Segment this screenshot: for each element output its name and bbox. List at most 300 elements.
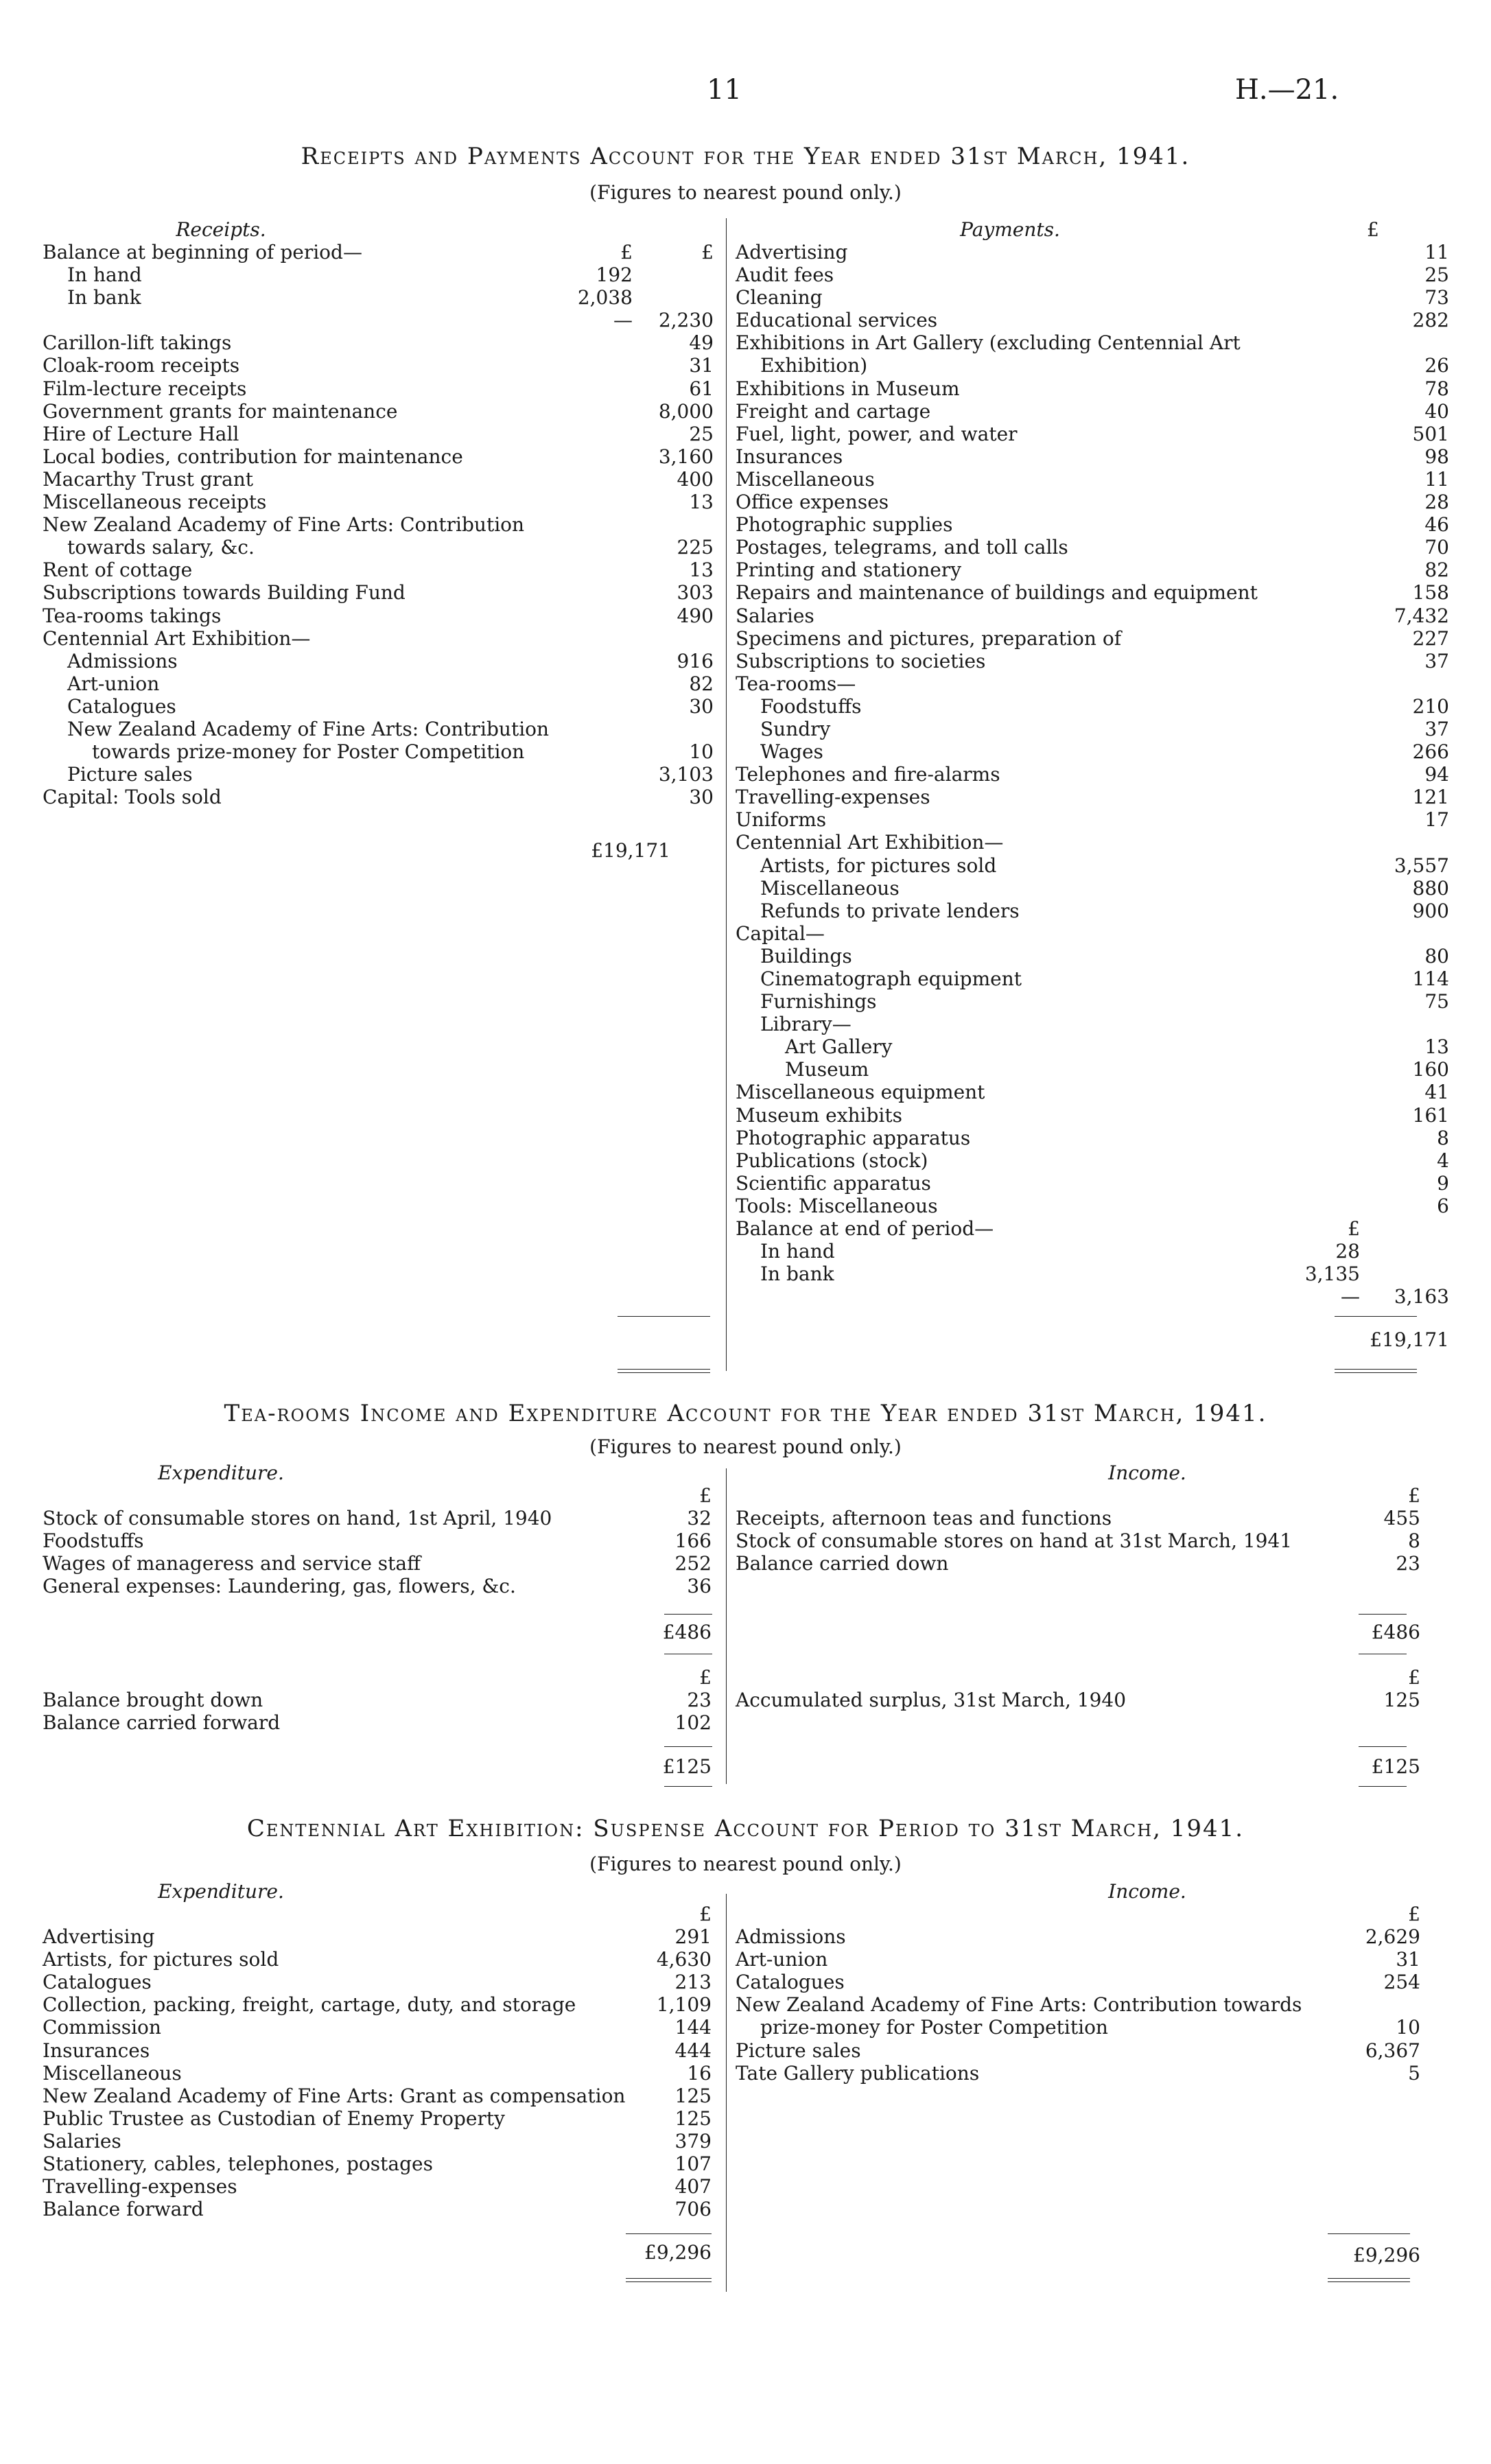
teashop-expenditure-row-amount: 23 xyxy=(687,1689,712,1711)
payment-row xyxy=(736,491,1456,513)
tea-exp-rule4 xyxy=(664,1786,712,1787)
payment-row-amount: 161 xyxy=(1412,1103,1449,1127)
payment-row-amount: 13 xyxy=(1424,1035,1449,1059)
payment-row-label: Uniforms xyxy=(736,808,827,832)
exhibition-expenditure-row xyxy=(43,1948,715,1971)
receipt-row-label: Capital: Tools sold xyxy=(43,786,222,809)
payment-row xyxy=(736,1195,1456,1217)
receipt-row-amount: 225 xyxy=(677,536,714,559)
section3-subtitle: (Figures to nearest pound only.) xyxy=(589,1853,902,1875)
payments-total-rule xyxy=(1335,1316,1417,1317)
receipt-row xyxy=(43,649,714,672)
exhibition-expenditure-row-label: Balance forward xyxy=(43,2198,204,2221)
payment-row-amount: 266 xyxy=(1412,740,1449,764)
payment-row-label: Office expenses xyxy=(736,491,889,514)
exhibition-expenditure-row-amount: 16 xyxy=(687,2061,712,2085)
payment-row xyxy=(736,423,1456,445)
payment-row xyxy=(736,1081,1456,1103)
receipt-row xyxy=(43,581,714,605)
exhibition-income-column xyxy=(736,1880,1422,2085)
exhibition-expenditure-row xyxy=(43,2152,715,2175)
teashop-exp2-currency: £ xyxy=(699,1666,712,1689)
receipt-row xyxy=(43,536,714,559)
teashop-expenditure2-total: £125 xyxy=(662,1755,712,1778)
exhibition-income-row xyxy=(736,1971,1422,1993)
receipt-row-label: In hand xyxy=(67,263,142,287)
payment-row xyxy=(736,581,1456,604)
teashop-expenditure-row xyxy=(43,1575,715,1597)
payment-row xyxy=(736,445,1456,468)
payments-total-double-rule xyxy=(1335,1369,1417,1373)
ex-exp-rule xyxy=(626,2233,712,2234)
exhibition-income-row-amount: 31 xyxy=(1396,1948,1420,1971)
teashop-exp-currency: £ xyxy=(699,1484,712,1507)
exhibition-income-row-label: New Zealand Academy of Fine Arts: Contribution towards xyxy=(736,1993,1302,2017)
teashop-income-row-amount: 455 xyxy=(1383,1507,1420,1530)
receipt-row xyxy=(43,559,714,582)
teashop-income-row-label: Stock of consumable stores on hand at 31st March, 1941 xyxy=(736,1529,1293,1553)
exhibition-expenditure-row-label: Stationery, cables, telephones, postages xyxy=(43,2152,433,2176)
receipt-row xyxy=(43,763,714,786)
payment-row xyxy=(736,1058,1456,1081)
payment-row-label: Postages, telegrams, and toll calls xyxy=(736,536,1068,559)
payment-row-amount: 82 xyxy=(1424,559,1449,582)
section2-title: Tea-rooms Income and Expenditure Account for the Year ended 31st March, 1941. xyxy=(224,1400,1267,1427)
payment-row-amount: 3,163 xyxy=(1394,1285,1449,1309)
teashop-expenditure-row-label: Balance brought down xyxy=(43,1689,263,1711)
teashop-expenditure-row-amount: 252 xyxy=(674,1552,712,1575)
exhibition-income-row xyxy=(736,1948,1422,1971)
receipt-row-label: Hire of Lecture Hall xyxy=(43,422,239,445)
payment-row xyxy=(736,740,1456,763)
teashop-expenditure-column xyxy=(43,1462,715,1778)
exhibition-expenditure-heading: Expenditure. xyxy=(158,1880,284,1903)
receipt-row xyxy=(43,422,714,445)
receipt-row-amount: 13 xyxy=(689,491,714,514)
payment-row xyxy=(736,945,1456,967)
payment-row-amount: 4 xyxy=(1437,1149,1449,1172)
exhibition-expenditure-row-amount: 407 xyxy=(674,2175,712,2198)
exhibition-income-row xyxy=(736,2062,1422,2085)
ex-inc-double-rule xyxy=(1328,2278,1410,2282)
payment-row-amount: 75 xyxy=(1424,990,1449,1013)
payment-row-label: Tea-rooms— xyxy=(736,672,856,695)
payment-row-label: Centennial Art Exhibition— xyxy=(736,831,1004,854)
receipt-row-amount: 490 xyxy=(677,604,714,627)
teashop-expenditure-row xyxy=(43,1711,715,1734)
section3-divider xyxy=(726,1894,727,2292)
exhibition-expenditure-row-amount: 1,109 xyxy=(656,1993,712,2017)
payment-row-amount: 210 xyxy=(1412,694,1449,718)
payment-row-label: Insurances xyxy=(736,445,843,468)
receipt-row-label: Art-union xyxy=(67,672,160,695)
teashop-expenditure-row-amount: 166 xyxy=(674,1529,712,1553)
payments-total: £19,171 xyxy=(1370,1328,1449,1352)
teashop-income-row-label: Accumulated surplus, 31st March, 1940 xyxy=(736,1689,1127,1711)
teashop-expenditure-row xyxy=(43,1689,715,1711)
payment-row-subamount: 3,135 xyxy=(1304,1263,1360,1286)
ex-inc-rule xyxy=(1328,2233,1410,2234)
payment-row-amount: 227 xyxy=(1412,626,1449,650)
receipt-row-label: Subscriptions towards Building Fund xyxy=(43,581,406,605)
payment-row xyxy=(736,808,1456,831)
teashop-expenditure-row-label: Stock of consumable stores on hand, 1st April, 1940 xyxy=(43,1507,552,1530)
teashop-expenditure-row-label: Foodstuffs xyxy=(43,1529,144,1553)
payment-row-amount: 80 xyxy=(1424,944,1449,967)
receipt-row-label: towards prize-money for Poster Competition xyxy=(92,740,525,764)
payment-row-amount: 501 xyxy=(1412,422,1449,445)
payment-row xyxy=(736,1127,1456,1149)
teashop-expenditure-total: £486 xyxy=(662,1621,712,1643)
payment-row-amount: 37 xyxy=(1424,717,1449,740)
receipts-total-double-rule xyxy=(618,1369,710,1373)
exhibition-income-row-label: Tate Gallery publications xyxy=(736,2061,980,2085)
receipt-row xyxy=(43,786,714,809)
page-number: 11 xyxy=(707,74,742,106)
payment-row-subamount: — xyxy=(1341,1285,1360,1309)
receipt-row xyxy=(43,286,701,309)
exhibition-expenditure-column xyxy=(43,1880,715,2264)
section2-divider xyxy=(726,1468,727,1784)
payment-row-label: Buildings xyxy=(760,944,852,967)
receipt-row-amount: 82 xyxy=(689,672,714,695)
teashop-income2-total: £125 xyxy=(1371,1755,1420,1778)
exhibition-expenditure-row xyxy=(43,2198,715,2220)
exhibition-income-row-amount: 10 xyxy=(1396,2016,1420,2039)
payment-row-label: Miscellaneous xyxy=(760,876,900,900)
payment-row-label: Freight and cartage xyxy=(736,399,931,423)
payment-row xyxy=(736,831,1456,854)
payment-row xyxy=(736,1217,1456,1240)
payment-row-label: Balance at end of period— xyxy=(736,1217,994,1241)
payment-row-amount: 11 xyxy=(1424,467,1449,491)
tea-exp-rule3 xyxy=(664,1746,712,1747)
payment-row xyxy=(736,331,1456,354)
payment-row-amount: 73 xyxy=(1424,286,1449,309)
exhibition-income-row xyxy=(736,2016,1422,2039)
teashop-inc-currency: £ xyxy=(1408,1484,1420,1507)
exhibition-income-row xyxy=(736,1993,1422,2016)
teashop-expenditure-row-label: Balance carried forward xyxy=(43,1711,281,1735)
payment-row xyxy=(736,400,1456,423)
payment-row-amount: 9 xyxy=(1437,1171,1449,1195)
receipt-row-subamount: 2,038 xyxy=(577,286,633,309)
exhibition-income-row-amount: 5 xyxy=(1408,2061,1420,2085)
exhibition-expenditure-row xyxy=(43,1925,715,1948)
payment-row-amount: 94 xyxy=(1424,763,1449,786)
receipt-row-label: New Zealand Academy of Fine Arts: Contribution xyxy=(67,717,550,740)
receipts-total: £19,171 xyxy=(591,839,670,863)
exhibition-expenditure-row xyxy=(43,2107,715,2130)
section1-divider xyxy=(726,218,727,1371)
payment-row-label: Subscriptions to societies xyxy=(736,649,986,672)
page-reference: H.—21. xyxy=(1235,74,1339,106)
receipt-row-label: Film-lecture receipts xyxy=(43,377,247,400)
exhibition-expenditure-row xyxy=(43,1993,715,2016)
receipt-row xyxy=(43,718,701,740)
payment-row-label: Educational services xyxy=(736,309,938,332)
payment-row xyxy=(736,718,1456,740)
receipt-row-amount: 400 xyxy=(677,467,714,491)
payment-row xyxy=(736,468,1456,491)
teashop-expenditure-row-amount: 32 xyxy=(687,1507,712,1530)
payment-row-label: Wages xyxy=(760,740,823,764)
receipt-row xyxy=(43,354,714,377)
receipt-row xyxy=(43,377,714,400)
teashop-income-row-label: Receipts, afternoon teas and functions xyxy=(736,1507,1112,1530)
exhibition-income-row-label: Admissions xyxy=(736,1925,846,1949)
receipt-row xyxy=(43,467,714,491)
exhibition-expenditure-row-amount: 125 xyxy=(674,2107,712,2130)
receipt-row-label: Centennial Art Exhibition— xyxy=(43,626,311,650)
teashop-income-row-amount: 125 xyxy=(1383,1689,1420,1711)
receipt-row-amount: 13 xyxy=(689,559,714,582)
payment-row xyxy=(736,559,1456,581)
payment-row-label: Repairs and maintenance of buildings and equipment xyxy=(736,581,1258,605)
receipt-row xyxy=(43,627,701,650)
exhibition-income-row-label: Catalogues xyxy=(736,1971,845,1994)
payment-row-label: Photographic apparatus xyxy=(736,1126,971,1149)
receipt-row-amount: 3,103 xyxy=(658,763,714,786)
payment-row-amount: 17 xyxy=(1424,808,1449,832)
payment-row xyxy=(736,286,1456,309)
payment-row-label: In bank xyxy=(760,1263,834,1286)
exhibition-expenditure-row-label: Artists, for pictures sold xyxy=(43,1948,279,1971)
payment-row xyxy=(736,1104,1456,1127)
receipt-row-label: Tea-rooms takings xyxy=(43,604,222,627)
payment-row-amount: 160 xyxy=(1412,1058,1449,1081)
payment-row-label: Museum xyxy=(785,1058,869,1081)
receipt-row-label: Macarthy Trust grant xyxy=(43,467,254,491)
receipt-row-label: Rent of cottage xyxy=(43,559,193,582)
payment-row-amount: 25 xyxy=(1424,263,1449,287)
payment-row xyxy=(736,1013,1456,1035)
teashop-income-row xyxy=(736,1689,1422,1711)
payment-row-label: Publications (stock) xyxy=(736,1149,928,1172)
receipt-row xyxy=(43,491,714,514)
exhibition-expenditure-row-amount: 125 xyxy=(674,2084,712,2107)
receipt-row-label: Carillon-lift takings xyxy=(43,331,232,355)
exhibition-income-row-amount: 2,629 xyxy=(1365,1925,1420,1949)
receipt-row-amount: 3,160 xyxy=(658,445,714,468)
payment-row-label: Library— xyxy=(760,1013,852,1036)
payment-row-label: Cleaning xyxy=(736,286,823,309)
exhibition-expenditure-row xyxy=(43,2085,715,2107)
payment-row xyxy=(736,1285,1456,1308)
receipt-row-subamount: 192 xyxy=(596,263,633,287)
exhibition-expenditure-row xyxy=(43,2130,715,2152)
receipt-row-amount: 30 xyxy=(689,786,714,809)
payment-row xyxy=(736,1172,1456,1195)
payment-row xyxy=(736,672,1456,695)
teashop-expenditure-row-label: Wages of manageress and service staff xyxy=(43,1552,421,1575)
exhibition-expenditure-row xyxy=(43,2175,715,2198)
receipt-row-label: Admissions xyxy=(67,649,178,672)
exhibition-income-row-label: prize-money for Poster Competition xyxy=(760,2016,1108,2039)
payment-row-label: Exhibitions in Art Gallery (excluding Centennial Art xyxy=(736,331,1241,355)
teashop-expenditure-heading: Expenditure. xyxy=(158,1462,284,1484)
section2-subtitle: (Figures to nearest pound only.) xyxy=(589,1435,902,1458)
payment-row-amount: 37 xyxy=(1424,649,1449,672)
payment-row-amount: 8 xyxy=(1437,1126,1449,1149)
section3-title: Centennial Art Exhibition: Suspense Account for Period to 31st March, 1941. xyxy=(246,1815,1245,1842)
receipt-row-label: Balance at beginning of period— xyxy=(43,241,362,263)
receipt-row-amount: 10 xyxy=(689,740,714,764)
tea-inc-rule1 xyxy=(1359,1614,1407,1615)
payment-row-label: Foodstuffs xyxy=(760,694,862,718)
receipt-row-amount: 916 xyxy=(677,649,714,672)
payments-heading: Payments. £ xyxy=(960,218,1379,241)
teashop-inc2-currency: £ xyxy=(1408,1666,1420,1689)
exhibition-expenditure-row-label: Advertising xyxy=(43,1925,155,1949)
payment-row-label: Tools: Miscellaneous xyxy=(736,1194,938,1217)
exhibition-expenditure-row-label: Miscellaneous xyxy=(43,2061,182,2085)
ex-exp-double-rule xyxy=(626,2278,712,2282)
payment-row xyxy=(736,990,1456,1013)
payments-currency: £ xyxy=(1367,218,1379,241)
exhibition-expenditure-row-amount: 291 xyxy=(674,1925,712,1949)
receipt-row-amount: 30 xyxy=(689,694,714,718)
payment-row-amount: 7,432 xyxy=(1394,604,1449,627)
payment-row-label: Fuel, light, power, and water xyxy=(736,422,1018,445)
payment-row xyxy=(736,650,1456,672)
teashop-expenditure-row-label: General expenses: Laundering, gas, flowers, &c. xyxy=(43,1575,516,1598)
payment-row-label: Printing and stationery xyxy=(736,559,962,582)
payment-row-amount: 880 xyxy=(1412,876,1449,900)
receipt-row-label: Picture sales xyxy=(67,763,193,786)
exhibition-income-row-label: Picture sales xyxy=(736,2039,861,2062)
teashop-income-row-amount: 23 xyxy=(1396,1552,1420,1575)
exhibition-expenditure-total: £9,296 xyxy=(644,2241,712,2264)
exhibition-income-row-amount: 6,367 xyxy=(1365,2039,1420,2062)
payment-row-label: Photographic supplies xyxy=(736,513,953,537)
receipt-row xyxy=(43,263,701,286)
payment-row-label: Salaries xyxy=(736,604,814,627)
payment-row xyxy=(736,854,1456,877)
payment-row-subamount: £ xyxy=(1348,1217,1360,1241)
payment-row xyxy=(736,241,1456,263)
exhibition-expenditure-row xyxy=(43,2039,715,2062)
payment-row-label: Telephones and fire-alarms xyxy=(736,763,1000,786)
exhibition-expenditure-row-label: Insurances xyxy=(43,2039,150,2062)
receipt-row-label: Miscellaneous receipts xyxy=(43,491,267,514)
exhibition-income-total: £9,296 xyxy=(1353,2244,1420,2266)
payment-row-label: In hand xyxy=(760,1240,835,1263)
receipt-row xyxy=(43,331,714,355)
payment-row-label: Audit fees xyxy=(736,263,834,287)
receipt-row-subamount: £ xyxy=(620,241,633,263)
payment-row-amount: 900 xyxy=(1412,899,1449,922)
receipt-row-label: Cloak-room receipts xyxy=(43,354,240,377)
payment-row-amount: 11 xyxy=(1424,241,1449,263)
exhibition-expenditure-row-label: Collection, packing, freight, cartage, duty, and storage xyxy=(43,1993,576,2017)
teashop-income-row xyxy=(736,1552,1422,1575)
exhibition-expenditure-row-amount: 444 xyxy=(674,2039,712,2062)
payment-row-amount: 28 xyxy=(1424,491,1449,514)
payment-row-label: Sundry xyxy=(760,717,831,740)
payment-row-amount: 114 xyxy=(1412,967,1449,990)
receipt-row xyxy=(43,445,714,468)
receipt-row xyxy=(43,513,701,536)
exhibition-expenditure-row xyxy=(43,2062,715,2085)
payment-row-amount: 6 xyxy=(1437,1194,1449,1217)
receipt-row xyxy=(43,241,714,263)
payment-row xyxy=(736,967,1456,990)
payment-row-amount: 98 xyxy=(1424,445,1449,468)
exhibition-expenditure-row-amount: 213 xyxy=(674,1971,712,1994)
receipt-row-label: In bank xyxy=(67,286,141,309)
payment-row-label: Advertising xyxy=(736,241,848,263)
teashop-expenditure-row-amount: 102 xyxy=(674,1711,712,1735)
exhibition-expenditure-row-amount: 107 xyxy=(674,2152,712,2176)
payment-row-label: Museum exhibits xyxy=(736,1103,902,1127)
teashop-income-row xyxy=(736,1529,1422,1552)
tea-inc-rule4 xyxy=(1359,1786,1407,1787)
tea-inc-rule3 xyxy=(1359,1746,1407,1747)
exhibition-exp-currency: £ xyxy=(699,1903,712,1925)
receipts-heading: Receipts. xyxy=(176,218,266,241)
teashop-income-row-amount: 8 xyxy=(1408,1529,1420,1553)
receipt-row-label: New Zealand Academy of Fine Arts: Contribution xyxy=(43,513,525,537)
receipt-row-label: Government grants for maintenance xyxy=(43,399,398,423)
receipt-row xyxy=(43,694,714,718)
payment-row-amount: 78 xyxy=(1424,377,1449,400)
payment-row xyxy=(736,1240,1456,1263)
payment-row-label: Cinematograph equipment xyxy=(760,967,1022,990)
tea-exp-rule1 xyxy=(664,1614,712,1615)
receipt-row xyxy=(43,672,714,695)
payment-row-amount: 70 xyxy=(1424,536,1449,559)
exhibition-expenditure-row-label: Salaries xyxy=(43,2129,121,2152)
teashop-income-row xyxy=(736,1507,1422,1529)
receipt-row xyxy=(43,399,714,423)
receipt-row-amount: 31 xyxy=(689,354,714,377)
teashop-expenditure-row xyxy=(43,1552,715,1575)
payment-row xyxy=(736,605,1456,627)
payment-row-label: Miscellaneous equipment xyxy=(736,1081,985,1104)
payment-row-label: Exhibition) xyxy=(760,354,868,377)
teashop-expenditure-row-amount: 36 xyxy=(687,1575,712,1598)
receipt-row-amount: 61 xyxy=(689,377,714,400)
payment-row xyxy=(736,377,1456,400)
payment-row-label: Refunds to private lenders xyxy=(760,899,1020,922)
payment-row-amount: 26 xyxy=(1424,354,1449,377)
payment-row xyxy=(736,536,1456,559)
receipt-row-amount: 25 xyxy=(689,422,714,445)
payment-row-label: Scientific apparatus xyxy=(736,1171,931,1195)
exhibition-expenditure-row-amount: 144 xyxy=(674,2016,712,2039)
receipt-row xyxy=(43,309,714,332)
payment-row-subamount: 28 xyxy=(1335,1240,1360,1263)
payment-row xyxy=(736,627,1456,650)
payment-row-label: Miscellaneous xyxy=(736,467,875,491)
exhibition-expenditure-row-label: Travelling-expenses xyxy=(43,2175,237,2198)
receipt-row-subamount: — xyxy=(613,309,633,332)
teashop-income-column xyxy=(736,1462,1422,1778)
payments-column xyxy=(736,218,1456,1352)
payment-row xyxy=(736,513,1456,536)
payment-row-label: Specimens and pictures, preparation of xyxy=(736,626,1122,650)
exhibition-expenditure-row-label: Commission xyxy=(43,2016,161,2039)
payment-row xyxy=(736,1263,1456,1285)
payment-row-label: Art Gallery xyxy=(785,1035,893,1059)
section1-title: Receipts and Payments Account for the Year ended 31st March, 1941. xyxy=(301,143,1190,170)
exhibition-income-row-label: Art-union xyxy=(736,1948,828,1971)
teashop-income-row-label: Balance carried down xyxy=(736,1552,949,1575)
exhibition-expenditure-row-amount: 379 xyxy=(674,2129,712,2152)
payment-row-amount: 40 xyxy=(1424,399,1449,423)
exhibition-expenditure-row-amount: 4,630 xyxy=(656,1948,712,1971)
